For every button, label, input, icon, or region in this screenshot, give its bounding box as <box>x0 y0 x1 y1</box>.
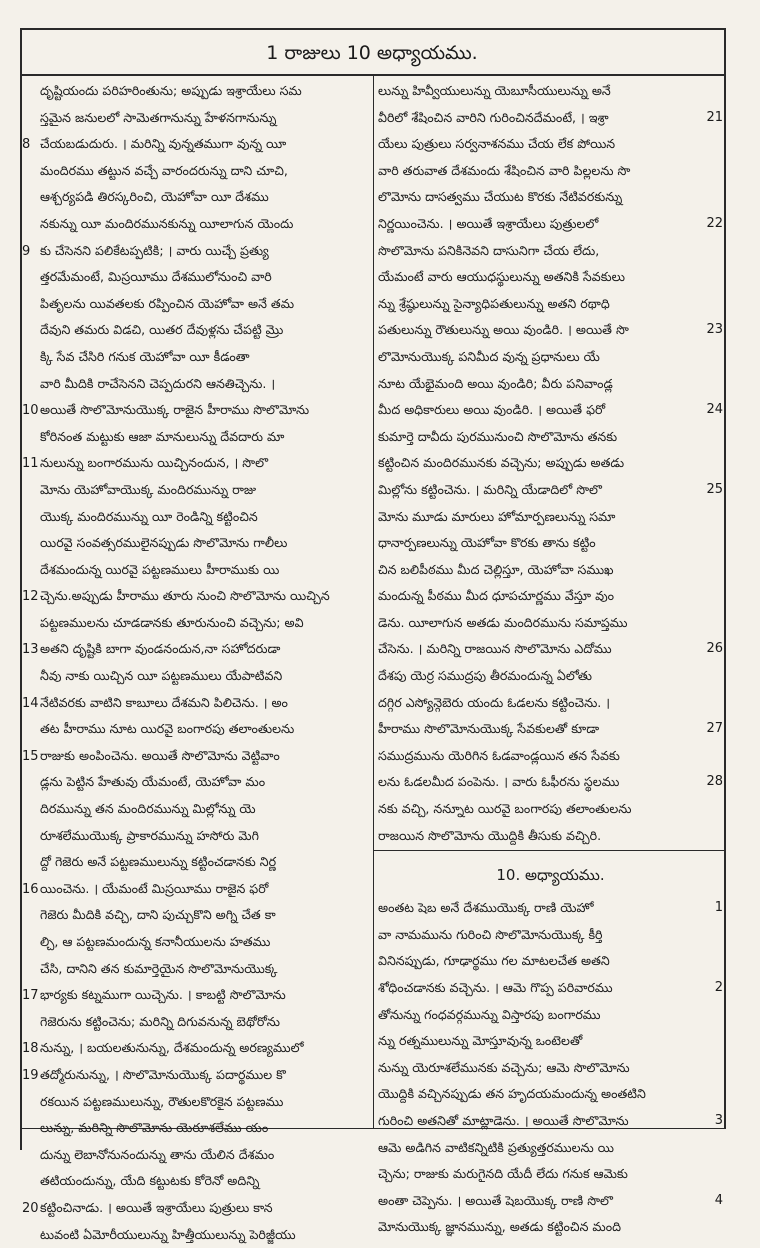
text-line <box>378 238 723 265</box>
text-line <box>22 371 370 398</box>
text-line <box>378 1028 723 1055</box>
text-line <box>22 1142 370 1169</box>
text-line <box>22 397 370 424</box>
text-line <box>22 743 370 770</box>
verse-text: లొమోనుయొక్క పనిమీద వున్న ప్రధానులు యే <box>378 348 600 364</box>
verse-text: దగ్గిర ఎస్యోన్గెబెరు యందు ఓడలను కట్టించెను. । <box>378 694 611 710</box>
text-line <box>22 105 370 132</box>
text-line <box>378 1161 723 1188</box>
verse-text: మీద అధికారులు అయి వుండిరి. । అయితే ఫరో <box>378 402 606 418</box>
text-line <box>378 716 723 743</box>
text-line <box>22 317 370 344</box>
text-line <box>378 583 723 610</box>
verse-text: కోరినంత మట్టుకు ఆజా మానులున్ను దేవదారు మా <box>40 428 285 444</box>
text-line <box>22 690 370 717</box>
verse-text: హీరాము సొలొమోనుయొక్క సేవకులతో కూడా <box>378 721 600 737</box>
right-column <box>378 78 723 1241</box>
text-line <box>22 264 370 291</box>
verse-text: వినినప్పుడు, గూఢార్థము గల మాటలచేత అతని <box>378 953 610 969</box>
text-line <box>378 530 723 557</box>
verse-text: చ్చెను.అప్పుడు హీరాము తూరు నుంచి సొలొమోను యిచ్చిన <box>40 588 330 604</box>
verse-text: అయితే సొలొమోనుయొక్క రాజైన హీరాము సొలొమోను <box>40 402 310 418</box>
text-line <box>378 1081 723 1108</box>
text-line <box>378 105 723 132</box>
verse-text: దేశపు యెర్ర సముద్రపు తీరమందున్న ఏలోతు <box>378 668 592 684</box>
verse-text: కట్టించినాడు. । అయితే ఇశ్రాయేలు పుత్రులు కాన <box>40 1199 273 1215</box>
verse-text: నున్ను యెరూశలేమునకు వచ్చెను; ఆమె సొలొమోను <box>378 1059 630 1075</box>
verse-text: గెజెరును కట్టించెను; మరిన్ని దిగువనున్న బెథోరోను <box>40 1013 280 1029</box>
verse-text: న్ను రత్నములున్ను మోస్తూవున్న ఒంటెలతో <box>378 1033 583 1049</box>
verse-text: నున్ను, । బయలతునున్ను, దేశమందున్న అరణ్యములో <box>40 1040 304 1056</box>
verse-number: 8 <box>22 137 31 153</box>
verse-text: యిరవై సంవత్సరములైనప్పుడు సొలొమోను గాలీలు <box>40 535 288 551</box>
verse-text: నులున్ను బంగారమును యిచ్చినందున, । సొలొ <box>40 455 269 471</box>
verse-text: దేవుని తమరు విడచి, యితర దేవుళ్లను చేపట్టి మ్రొ <box>40 322 284 338</box>
verse-text: రకయిన పట్టణములున్ను, రౌతులకొరకైన పట్టణము <box>40 1093 284 1109</box>
verse-number: 15 <box>22 748 39 764</box>
text-line <box>22 1222 370 1248</box>
text-line <box>378 1188 723 1215</box>
verse-text: రాజయిన సొలొమోను యొద్దికి తీసుకు వచ్చిరి. <box>378 827 602 843</box>
verse-text: యొక్క మందిరమున్ను యీ రెండిన్ని కట్టించిన <box>40 508 258 524</box>
verse-text: భార్యకు కట్నముగా యిచ్చెను. । కాబట్టి సొలొమోను <box>40 987 286 1003</box>
text-line <box>378 78 723 105</box>
verse-number: 26 <box>706 641 723 657</box>
text-line <box>22 1168 370 1195</box>
text-line <box>378 895 723 922</box>
verse-text: చేసి, దానిని తన కుమార్తెయైన సొలొమోనుయొక్క <box>40 960 278 976</box>
verse-text: అంతా చెప్పెను. । అయితే షెబయొక్క రాణి సొలొ <box>378 1192 613 1208</box>
verse-text: ఆమె అడిగిన వాటికన్నిటికి ప్రత్యుత్తరములను యి <box>378 1139 614 1155</box>
text-line <box>22 849 370 876</box>
text-line <box>378 743 723 770</box>
verse-text: మోను మూడు మారులు హోమార్పణలున్ను సమా <box>378 508 616 524</box>
text-line <box>378 557 723 584</box>
verse-text: తోనున్ను గంధవర్గమున్ను విస్తారపు బంగారము <box>378 1006 601 1022</box>
page-title: 1 రాజులు 10 అధ్యాయము. <box>266 42 478 64</box>
verse-text: చేసెను. । మరిన్ని రాజయిన సొలొమోను ఎదోము <box>378 641 612 657</box>
text-line <box>378 450 723 477</box>
verse-number: 14 <box>22 695 39 711</box>
verse-number: 1 <box>714 900 723 916</box>
verse-text: అంతట షెబ అనే దేశముయొక్క రాణి యెహో <box>378 900 594 916</box>
text-line <box>22 929 370 956</box>
text-line <box>22 796 370 823</box>
verse-text: తటియందున్ను, యేది కట్టుటకు కోరెనో అదిన్ని <box>40 1173 260 1189</box>
verse-text: డ్లను పెట్టిన హేతువు యేమంటే, యెహోవా మం <box>40 774 266 790</box>
verse-number: 13 <box>22 642 39 658</box>
text-line <box>378 211 723 238</box>
right-column-top <box>378 78 723 849</box>
text-line <box>22 956 370 983</box>
verse-number: 21 <box>706 109 723 125</box>
text-line <box>22 876 370 903</box>
verse-text: పట్టణములను చూడడానకు తూరునుంచి వచ్చెను; అవి <box>40 614 304 630</box>
verse-text: టువంటి ఏమోరీయులున్ను హిత్తీయులున్ను పెరిజ్జీయు <box>40 1226 296 1242</box>
verse-text: నూట యేభైమంది అయి వుండిరి; వీరు పనివాండ్ల <box>378 375 613 391</box>
text-line <box>378 948 723 975</box>
verse-number: 22 <box>706 215 723 231</box>
verse-text: ద్దో గెజెరు అనే పట్టణములున్ను కట్టించడానకు నిర్ణ <box>40 854 277 870</box>
text-line <box>378 504 723 531</box>
header-rule-top <box>20 28 726 30</box>
text-line <box>22 1195 370 1222</box>
text-line <box>22 158 370 185</box>
text-line <box>378 610 723 637</box>
verse-number: 10 <box>22 403 39 419</box>
text-line <box>378 769 723 796</box>
verse-text: దేశమందున్న యిరవై పట్టణములు హీరాముకు యి <box>40 561 280 577</box>
text-line <box>22 1115 370 1142</box>
verse-text: రాజుకు అంపించెను. అయితే సొలొమోను వెట్టివాం <box>40 747 280 763</box>
verse-number: 4 <box>714 1192 723 1208</box>
right-column-bottom <box>378 895 723 1241</box>
verse-text: నకు వచ్చి, నన్నూట యిరవై బంగారపు తలాంతులను <box>378 801 632 817</box>
verse-text: వారి మీదికి రాచేసెనని చెప్పదురని ఆనతిచ్చెను. । <box>40 375 276 391</box>
verse-number: 27 <box>706 721 723 737</box>
verse-text: మోను యెహోవాయొక్క మందిరమున్ను రాజు <box>40 481 257 497</box>
text-line <box>22 424 370 451</box>
verse-text: చ్చెను; రాజుకు మరుగైనది యేదీ లేదు గనుక ఆమెకు <box>378 1166 628 1182</box>
verse-number: 17 <box>22 988 39 1004</box>
text-line <box>378 1002 723 1029</box>
text-line <box>378 663 723 690</box>
text-line <box>22 982 370 1009</box>
verse-text: గురించి అతనితో మాట్లాడెను. । అయితే సొలొమోను <box>378 1112 629 1128</box>
verse-text: గెజెరు మీదికి వచ్చి, దాని పుచ్చుకొని అగ్ని చేత కా <box>40 907 276 923</box>
text-line <box>22 291 370 318</box>
verse-text: యొద్దికి వచ్చినప్పుడు తన హృదయమందున్న అంతటిని <box>378 1086 646 1102</box>
verse-text: నీవు నాకు యిచ్చిన యీ పట్టణములు యేపాటివని <box>40 668 283 684</box>
verse-text: కు చేసెనని పలికేటప్పటికి; । వారు యిచ్చే ప్రత్యు <box>40 242 269 258</box>
text-line <box>22 211 370 238</box>
verse-text: దృష్టియందు పరిహరింతును; అప్పుడు ఇశ్రాయేలు సమ <box>40 83 302 98</box>
text-line <box>22 557 370 584</box>
text-line <box>22 902 370 929</box>
verse-text: ధానార్పణలున్ను యెహోవా కొరకు తాను కట్టిం <box>378 535 596 551</box>
verse-text: సముద్రమును యెరిగిన ఓడవాండ్లయిన తన సేవకు <box>378 747 620 763</box>
verse-text: లున్ను, మరిన్ని సొలొమోను యెరూశలేము యం <box>40 1120 269 1136</box>
verse-text: మోనుయొక్క జ్ఞానమున్ను, అతడు కట్టించిన మంది <box>378 1219 622 1235</box>
verse-text: న్ను శ్రేష్ఠులున్ను సైన్యాధిపతులున్ను అతని రథాధి <box>378 295 610 311</box>
text-line <box>22 1062 370 1089</box>
verse-text: లున్ను హివ్వీయులున్ను యెబూసీయులున్ను అనే <box>378 83 611 98</box>
left-column <box>22 78 370 1248</box>
verse-text: నేటివరకు వాటిని కాబూలు దేశమని పిలిచెను. । అం <box>40 694 288 710</box>
text-line <box>22 238 370 265</box>
text-line <box>22 131 370 158</box>
verse-text: చిన బలిపీఠము మీద చెల్లిస్తూ, యెహోవా సముఖ <box>378 561 614 577</box>
text-line <box>22 450 370 477</box>
text-line <box>378 158 723 185</box>
verse-number: 3 <box>714 1112 723 1128</box>
verse-number: 24 <box>706 402 723 418</box>
text-line <box>378 636 723 663</box>
verse-number: 9 <box>22 243 31 259</box>
text-line <box>22 530 370 557</box>
text-line <box>378 477 723 504</box>
verse-text: కట్టించిన మందిరమునకు వచ్చెను; అప్పుడు అతడు <box>378 455 625 471</box>
verse-text: ఆశ్చర్యపడి తిరస్కరించి, యెహోవా యీ దేశము <box>40 189 269 205</box>
verse-text: డెను. యీలాగున అతడు మందిరమును సమాప్తము <box>378 614 628 630</box>
text-line <box>378 1055 723 1082</box>
verse-number: 20 <box>22 1200 39 1216</box>
verse-number: 2 <box>714 980 723 995</box>
verse-text: త్తరమేమంటే, మిస్రయీము దేశములోనుంచి వారి <box>40 269 272 285</box>
text-line <box>378 371 723 398</box>
text-line <box>22 1009 370 1036</box>
text-line <box>22 716 370 743</box>
text-line <box>378 397 723 424</box>
chapter-heading: 10. అధ్యాయము. <box>496 866 605 885</box>
text-line <box>378 823 723 850</box>
verse-text: నిర్ణయించెను. । అయితే ఇశ్రాయేలు పుత్రులలో <box>378 215 599 231</box>
text-line <box>378 131 723 158</box>
text-line <box>22 477 370 504</box>
text-line <box>378 264 723 291</box>
verse-text: దిరమున్ను తన మందిరమున్ను మిల్లోన్ను యె <box>40 801 256 817</box>
text-line <box>378 1214 723 1241</box>
verse-text: వీరిలో శేషించిన వారిని గురించినదేమంటే, । ఇశ్రా <box>378 109 609 125</box>
verse-text: క్కి సేవ చేసిరి గనుక యెహోవా యీ కీడంతా <box>40 348 250 364</box>
verse-text: తద్మోరునున్ను, । సొలొమోనుయొక్క పదార్థముల కొ <box>40 1066 286 1082</box>
text-line <box>378 1135 723 1162</box>
verse-text: ల్చి, ఆ పట్టణమందున్న కనానీయులను హతము <box>40 934 271 949</box>
text-line <box>378 1108 723 1135</box>
text-line <box>22 610 370 637</box>
text-line <box>22 344 370 371</box>
verse-text: వారి తరువాత దేశమందు శేషించిన వారి పిల్లలను సొ <box>378 162 631 178</box>
text-line <box>22 663 370 690</box>
verse-number: 18 <box>22 1041 39 1057</box>
verse-text: కుమార్తె దావీదు పురమునుంచి సొలొమోను తనకు <box>378 428 618 444</box>
verse-text: శోధించడానకు వచ్చెను. । ఆమె గొప్ప పరివారము <box>378 980 613 995</box>
verse-text: యేలు పుత్రులు సర్వనాశనము చేయ లేక పోయిన <box>378 136 616 152</box>
verse-number: 19 <box>22 1067 39 1083</box>
verse-text: అతని దృష్టికి బాగా వుండనందున,నా సహోదరుడా <box>40 641 281 657</box>
verse-text: యించెను. । యేమంటే మిస్రయీము రాజైన ఫరో <box>40 880 269 896</box>
text-line <box>22 184 370 211</box>
verse-text: తట హీరాము నూట యిరవై బంగారపు తలాంతులను <box>40 721 295 737</box>
verse-number: 12 <box>22 589 39 605</box>
text-line <box>22 1035 370 1062</box>
verse-text: వా నామమును గురించి సొలొమోనుయొక్క కీర్తి <box>378 926 603 942</box>
verse-text: నకున్ను యీ మందిరమునకున్ను యీలాగున యెందు <box>40 215 294 231</box>
verse-text: లను ఓడలమీద పంపెను. । వారు ఓఫీరను స్థలము <box>378 774 620 790</box>
verse-text: లొమోను దాసత్వము చేయుట కొరకు నేటివరకున్ను <box>378 189 623 205</box>
verse-number: 25 <box>706 481 723 497</box>
text-line <box>378 690 723 717</box>
verse-text: సొలొమోను పనికినెవని దాసునిగా చేయ లేదు, <box>378 242 600 258</box>
text-line <box>378 291 723 318</box>
verse-text: మందున్న పీఠము మీద ధూపచూర్ణము వేస్తూ వుం <box>378 588 615 604</box>
text-line <box>22 78 370 105</box>
page-border-right <box>724 28 726 1128</box>
verse-text: యేమంటే వారు ఆయుధస్థులున్ను అతనికి సేవకులు <box>378 269 625 285</box>
text-line <box>378 344 723 371</box>
verse-text: రూశలేముయొక్క ప్రాకారమున్ను హసోరు మెగి <box>40 827 259 843</box>
text-line <box>378 922 723 949</box>
text-line <box>22 823 370 850</box>
verse-number: 11 <box>22 456 39 472</box>
verse-text: మందిరము తట్టున వచ్చే వారందరున్ను దాని చూచి, <box>40 162 288 178</box>
verse-text: స్తమైన జనులలో సామెతగానున్ను హేళనగానున్ను <box>40 109 277 125</box>
text-line <box>22 583 370 610</box>
text-line <box>378 975 723 1002</box>
verse-text: మిల్లోను కట్టించెను. । మరిన్ని యేడాదిలో సొలొ <box>378 481 603 497</box>
verse-number: 23 <box>706 322 723 338</box>
verse-text: పతులున్ను రౌతులున్ను అయి వుండిరి. । అయితే సొ <box>378 322 629 338</box>
column-divider <box>373 76 374 1128</box>
verse-text: దున్ను లెబానోనునందున్ను తాను యేలిన దేశమం <box>40 1146 275 1162</box>
text-line <box>378 796 723 823</box>
text-line <box>22 769 370 796</box>
text-line <box>22 636 370 663</box>
text-line <box>378 184 723 211</box>
verse-number: 28 <box>706 774 723 790</box>
text-line <box>22 504 370 531</box>
text-line <box>378 424 723 451</box>
text-line <box>22 1089 370 1116</box>
verse-text: పితృలను యివతలకు రప్పించిన యెహోవా అనే తమ <box>40 295 295 311</box>
verse-text: చేయబడుదురు. । మరిన్ని వున్నతముగా వున్న యీ <box>40 136 287 152</box>
verse-number: 16 <box>22 881 39 897</box>
text-line <box>378 317 723 344</box>
